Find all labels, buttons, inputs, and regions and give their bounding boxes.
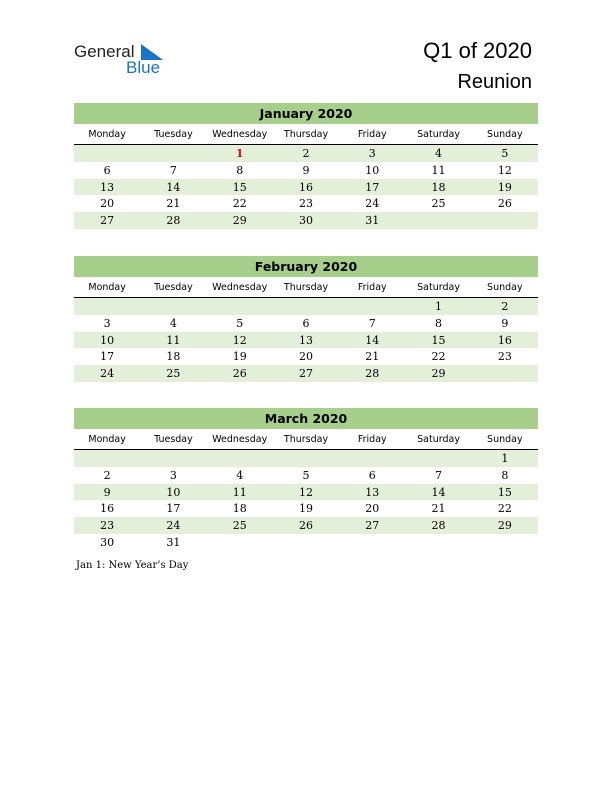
- day-cell: 17: [100, 350, 115, 364]
- month-title: March 2020: [74, 408, 538, 429]
- day-cell: 9: [302, 163, 310, 177]
- day-cell: 8: [501, 468, 509, 482]
- week-row: [74, 195, 538, 212]
- logo-word-blue: Blue: [126, 58, 161, 77]
- day-cell: 17: [166, 502, 181, 516]
- day-cell: 7: [169, 163, 177, 177]
- week-row: [74, 467, 538, 484]
- weekday-label: Monday: [88, 434, 126, 445]
- day-cell: 11: [232, 485, 247, 499]
- weekday-label: Wednesday: [212, 282, 268, 293]
- day-cell: 23: [100, 519, 115, 533]
- weekday-label: Thursday: [283, 129, 329, 140]
- day-cell: 14: [365, 333, 380, 347]
- weekday-label: Sunday: [487, 434, 523, 445]
- weekday-label: Sunday: [487, 129, 523, 140]
- day-cell: 6: [103, 163, 111, 177]
- day-cell: [207, 450, 273, 467]
- day-cell: [339, 450, 405, 467]
- weekday-label: Wednesday: [212, 434, 268, 445]
- day-cell: 16: [298, 180, 313, 194]
- day-cell: [339, 534, 405, 551]
- day-cell: 3: [368, 147, 376, 160]
- day-cell: 8: [435, 316, 443, 330]
- week-row: [74, 484, 538, 501]
- day-cell: 4: [236, 468, 244, 482]
- day-cell: 24: [365, 197, 380, 211]
- day-cell: 18: [232, 502, 247, 516]
- day-cell: 5: [236, 316, 244, 330]
- day-cell: 2: [501, 300, 509, 313]
- day-cell: [472, 212, 538, 229]
- weekday-label: Tuesday: [154, 129, 193, 140]
- weekday-label: Saturday: [417, 129, 460, 140]
- day-cell: [74, 145, 140, 162]
- week-row: [74, 500, 538, 517]
- day-cell: 14: [166, 180, 181, 194]
- weekday-label: Sunday: [487, 282, 523, 293]
- week-row: [74, 315, 538, 332]
- week-row: [74, 450, 538, 467]
- day-cell: 8: [236, 163, 244, 177]
- day-cell: [405, 212, 471, 229]
- day-cell: 22: [497, 502, 512, 516]
- month-title: February 2020: [74, 256, 538, 277]
- weekday-label: Saturday: [417, 282, 460, 293]
- day-cell: 30: [298, 214, 313, 228]
- day-cell: [207, 298, 273, 315]
- week-row: [74, 162, 538, 179]
- day-cell: 29: [431, 367, 446, 381]
- holiday-note: Jan 1: New Year’s Day: [76, 560, 189, 571]
- day-cell: 28: [365, 367, 380, 381]
- day-cell: 20: [365, 502, 380, 516]
- day-cell: 7: [435, 468, 443, 482]
- day-cell: 2: [103, 468, 111, 482]
- day-cell: 22: [431, 350, 446, 364]
- day-cell: 12: [497, 163, 512, 177]
- day-cell: [405, 450, 471, 467]
- day-cell: 15: [431, 333, 446, 347]
- day-cell: 20: [100, 197, 115, 211]
- day-cell: [273, 298, 339, 315]
- day-cell: 15: [497, 485, 512, 499]
- day-cell: 19: [298, 502, 313, 516]
- weekday-label: Friday: [357, 434, 387, 445]
- day-cell: [140, 450, 206, 467]
- day-cell: 29: [497, 519, 512, 533]
- week-row: [74, 332, 538, 349]
- day-cell: 15: [232, 180, 247, 194]
- day-cell: 27: [365, 519, 380, 533]
- day-cell: 10: [100, 333, 115, 347]
- day-cell: 26: [298, 519, 313, 533]
- page-title: Q1 of 2020: [423, 38, 532, 63]
- month-title: January 2020: [74, 103, 538, 124]
- weekday-label: Monday: [88, 129, 126, 140]
- day-cell: [74, 298, 140, 315]
- day-cell: 18: [431, 180, 446, 194]
- holiday-day-cell: 1: [235, 147, 244, 160]
- day-cell: [405, 534, 471, 551]
- day-cell: [472, 534, 538, 551]
- day-cell: 25: [232, 519, 247, 533]
- weekday-label: Thursday: [283, 282, 329, 293]
- day-cell: 30: [100, 535, 115, 549]
- day-cell: 28: [166, 214, 181, 228]
- weekday-label: Tuesday: [154, 282, 193, 293]
- day-cell: [74, 450, 140, 467]
- day-cell: 11: [166, 333, 181, 347]
- day-cell: 9: [103, 485, 111, 499]
- day-cell: 24: [166, 519, 181, 533]
- day-cell: 20: [298, 350, 313, 364]
- day-cell: 16: [100, 502, 115, 516]
- day-cell: 12: [232, 333, 247, 347]
- day-cell: 27: [298, 367, 313, 381]
- day-cell: 10: [365, 163, 380, 177]
- day-cell: 6: [302, 316, 310, 330]
- day-cell: 3: [169, 468, 177, 482]
- day-cell: [207, 534, 273, 551]
- weekday-label: Friday: [357, 129, 387, 140]
- day-cell: [273, 450, 339, 467]
- day-cell: 26: [232, 367, 247, 381]
- day-cell: 4: [435, 147, 443, 160]
- day-cell: 22: [232, 197, 247, 211]
- week-row: [74, 212, 538, 229]
- day-cell: 19: [497, 180, 512, 194]
- logo-word-general: General: [74, 42, 135, 61]
- weekday-header-row: [74, 433, 538, 450]
- weekday-label: Thursday: [283, 434, 329, 445]
- week-row: [74, 365, 538, 382]
- day-cell: [140, 298, 206, 315]
- day-cell: 25: [431, 197, 446, 211]
- day-cell: 9: [501, 316, 509, 330]
- day-cell: 10: [166, 485, 181, 499]
- day-cell: 26: [497, 197, 512, 211]
- day-cell: [339, 298, 405, 315]
- day-cell: 16: [497, 333, 512, 347]
- weekday-label: Tuesday: [154, 434, 193, 445]
- day-cell: [472, 365, 538, 382]
- weekday-label: Saturday: [417, 434, 460, 445]
- day-cell: 18: [166, 350, 181, 364]
- month-calendar: [74, 103, 538, 229]
- day-cell: 27: [100, 214, 115, 228]
- day-cell: [273, 534, 339, 551]
- week-row: [74, 517, 538, 534]
- month-calendar: [74, 256, 538, 382]
- week-row: [74, 145, 538, 162]
- day-cell: 31: [166, 535, 181, 549]
- day-cell: 28: [431, 519, 446, 533]
- day-cell: 29: [232, 214, 247, 228]
- week-row: [74, 534, 538, 551]
- day-cell: 13: [100, 180, 115, 194]
- week-row: [74, 348, 538, 365]
- day-cell: 17: [365, 180, 380, 194]
- weekday-label: Wednesday: [212, 129, 268, 140]
- day-cell: 14: [431, 485, 446, 499]
- day-cell: 7: [368, 316, 376, 330]
- brand-logo: [74, 42, 184, 78]
- day-cell: 3: [103, 316, 111, 330]
- day-cell: [140, 145, 206, 162]
- day-cell: 2: [302, 147, 310, 160]
- day-cell: 4: [169, 316, 177, 330]
- day-cell: 12: [298, 485, 313, 499]
- day-cell: 1: [435, 300, 443, 313]
- day-cell: 13: [365, 485, 380, 499]
- day-cell: 24: [100, 367, 115, 381]
- weekday-header-row: [74, 281, 538, 298]
- day-cell: 21: [365, 350, 380, 364]
- day-cell: 5: [302, 468, 310, 482]
- weekday-label: Friday: [357, 282, 387, 293]
- day-cell: 13: [298, 333, 313, 347]
- day-cell: 5: [501, 147, 509, 160]
- day-cell: 21: [166, 197, 181, 211]
- page-subtitle: Reunion: [457, 71, 532, 93]
- weekday-label: Monday: [88, 282, 126, 293]
- day-cell: 19: [232, 350, 247, 364]
- week-row: [74, 179, 538, 196]
- day-cell: 23: [298, 197, 313, 211]
- month-calendar: [74, 408, 538, 551]
- day-cell: 23: [497, 350, 512, 364]
- day-cell: 31: [365, 214, 380, 228]
- week-row: [74, 298, 538, 315]
- day-cell: 6: [368, 468, 376, 482]
- day-cell: 1: [501, 452, 509, 465]
- weekday-header-row: [74, 128, 538, 145]
- day-cell: 25: [166, 367, 181, 381]
- day-cell: 11: [431, 163, 446, 177]
- day-cell: 21: [431, 502, 446, 516]
